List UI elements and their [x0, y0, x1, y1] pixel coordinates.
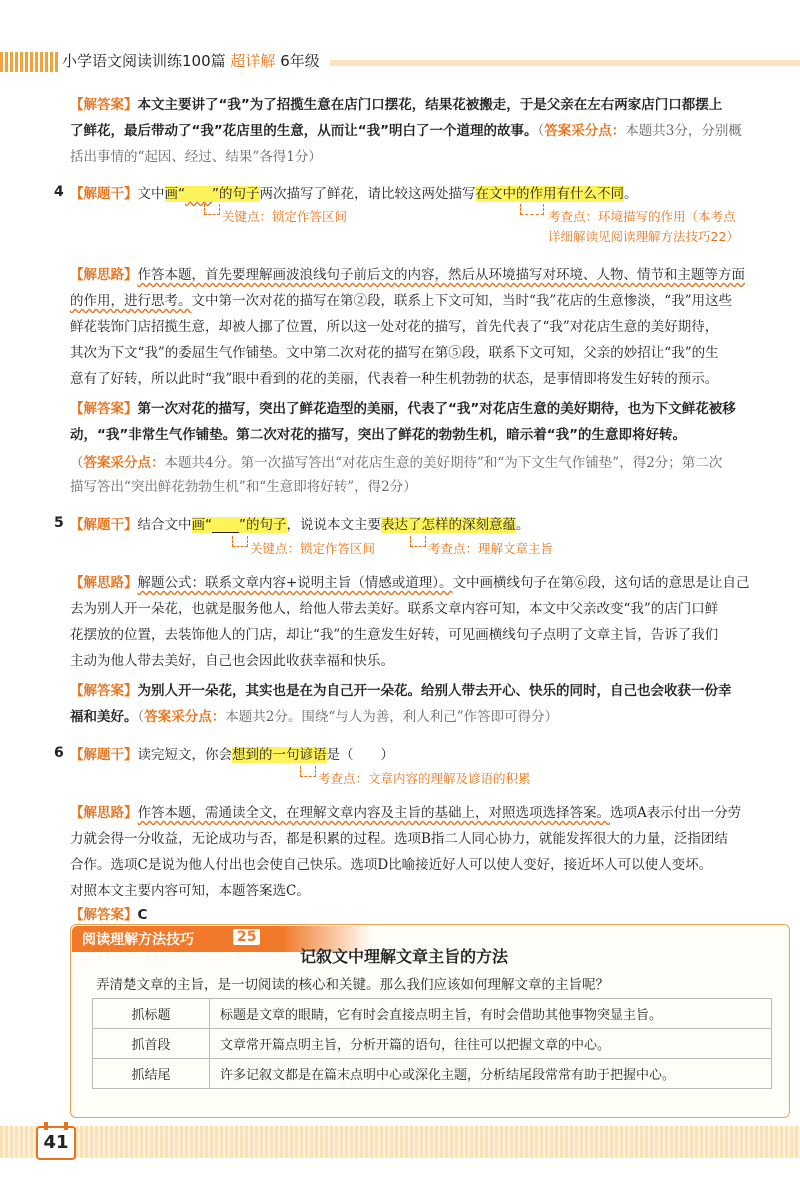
- tips-intro: 弄清楚文章的主旨，是一切阅读的核心和关键。那么我们应该如何理解文章的主旨呢？: [96, 977, 609, 993]
- header-stripes: [0, 52, 58, 72]
- tips-value: 许多记叙文都是在篇末点明中心或深化主题，分析结尾段常常有助于把握中心。: [210, 1059, 772, 1089]
- key-arrow-4: [204, 204, 220, 215]
- header-bar: [330, 60, 800, 66]
- exam-note-5: 考查点：理解文章主旨: [428, 541, 554, 556]
- table-row: [93, 999, 772, 1029]
- question-number-4: 4: [54, 184, 64, 200]
- tips-table: [92, 998, 772, 1089]
- tips-key: 抓标题: [93, 999, 210, 1029]
- question-tag: 【解题干】: [70, 186, 138, 202]
- question-6-stem: 【解题干】读完短文，你会想到的一句谚语是（ ）: [70, 747, 394, 763]
- top-score-text1: 本题共3分，分别概: [625, 123, 742, 139]
- key-note-4: 关键点：锁定作答区间: [222, 209, 348, 224]
- tips-key: 抓首段: [93, 1029, 210, 1059]
- q5-approach-line1: 【解思路】解题公式：联系文章内容+说明主旨（情感或道理）。文中画横线句子在第⑥段，这句话的意思是让自己: [70, 575, 750, 591]
- key-note-5: 关键点：锁定作答区间: [250, 541, 376, 556]
- top-answer-text1: 本文主要讲了“我”为了招揽生意在店门口摆花，结果花被搬走，于是父亲在左右两家店门口都摆上: [137, 97, 723, 113]
- tips-key: 抓结尾: [93, 1059, 210, 1089]
- question-number-5: 5: [54, 515, 64, 531]
- answer-tag: 【解答案】: [70, 97, 138, 113]
- question-4-stem: 【解题干】文中画“ ”的句子两次描写了鲜花，请比较这两处描写在文中的作用有什么不同。: [70, 186, 638, 202]
- q4-approach-line1: 【解思路】作答本题，首先要理解画波浪线句子前后文的内容，然后从环境描写对环境、人物、情节和主题等方面: [70, 267, 745, 283]
- top-answer-line2: 了鲜花，最后带动了“我”花店里的生意，从而让“我”明白了一个道理的故事。（答案采分点：本题共3分，分别概: [70, 123, 742, 139]
- q4-approach-line3: 鲜花装饰门店招揽生意，却被人挪了位置，所以这一处对花的描写，首先代表了“我”对花店生意的美好期待，: [70, 319, 719, 335]
- book-title-text: 小学语文阅读训练100篇: [62, 52, 226, 70]
- exam-arrow-4: [520, 204, 544, 215]
- page-number: 41: [36, 1126, 76, 1160]
- tips-label: 阅读理解方法技巧: [82, 932, 194, 948]
- top-score-line: 括出事情的“起因、经过、结果”各得1分）: [70, 149, 322, 165]
- q5-approach-line3: 花摆放的位置，去装饰他人的门店，却让“我”的生意发生好转，可见画横线句子点明了文章主旨，告诉了我们: [70, 627, 719, 643]
- exam-note-6: 考查点：文章内容的理解及谚语的积累: [318, 771, 531, 786]
- q4-score-line2: 描写答出“突出鲜花勃勃生机”和“生意即将好转”，得2分）: [70, 479, 417, 495]
- q4-approach-line5: 意有了好转，所以此时“我”眼中看到的花的美丽，代表着一种生机勃勃的状态，是事情即将发生好转的预示。: [70, 371, 719, 387]
- question-5-stem: 【解题干】结合文中画“ ”的句子，说说本文主要表达了怎样的深刻意蕴。: [70, 517, 530, 533]
- score-tag: 答案采分点: [544, 123, 612, 139]
- q6-approach-line2: 力就会得一分收益，无论成功与否，都是积累的过程。选项B指二人同心协力，就能发挥很大的力量，泛指团结: [70, 831, 728, 847]
- exam-note-4a: 考查点：环境描写的作用（本考点: [548, 209, 736, 224]
- tips-title: 记叙文中理解文章主旨的方法: [300, 947, 509, 966]
- table-row: [93, 1059, 772, 1089]
- q6-approach-line1: 【解思路】作答本题，需通读全文，在理解文章内容及主旨的基础上，对照选项选择答案。选项A表示付出一分劳: [70, 805, 742, 821]
- tips-number: 25: [232, 928, 261, 946]
- q5-approach-line4: 主动为他人带去美好，自己也会因此收获幸福和快乐。: [70, 653, 394, 669]
- key-arrow-5: [232, 536, 248, 547]
- q4-answer-line2: 动，“我”非常生气作铺垫。第二次对花的描写，突出了鲜花的勃勃生机，暗示着“我”的生意即将好转。: [70, 427, 686, 443]
- q5-answer-line1: 【解答案】为别人开一朵花，其实也是在为自己开一朵花。给别人带去开心、快乐的同时，自己也会收获一份幸: [70, 683, 732, 699]
- table-row: [93, 1029, 772, 1059]
- q5-approach-line2: 去为别人开一朵花，也就是服务他人，给他人带去美好。联系文章内容可知，本文中父亲改变“我”的店门口鲜: [70, 601, 719, 617]
- q6-answer: 【解答案】C: [70, 907, 148, 923]
- q4-score-line1: （答案采分点：本题共4分。第一次描写答出“对花店生意的美好期待”和“为下文生气作铺垫”，得2分；第二次: [70, 455, 723, 471]
- exam-arrow-5: [410, 536, 426, 547]
- approach-tag: 【解思路】: [70, 267, 138, 283]
- q4-approach-line2: 的作用，进行思考。文中第一次对花的描写在第②段，联系上下文可知，当时“我”花店的生意惨淡，“我”用这些: [70, 293, 733, 309]
- book-grade: 6年级: [280, 52, 320, 70]
- q4-answer-line1: 【解答案】第一次对花的描写，突出了鲜花造型的美丽，代表了“我”对花店生意的美好期待，也为下文鲜花被移: [70, 401, 736, 417]
- top-answer-text2: 了鲜花，最后带动了“我”花店里的生意，从而让“我”明白了一个道理的故事。: [70, 123, 538, 139]
- book-title-highlight: 超详解: [230, 52, 276, 70]
- q5-answer-line2: 福和美好。（答案采分点：本题共2分。围绕“与人为善，利人利己”作答即可得分）: [70, 709, 559, 725]
- top-answer-line1: [70, 92, 780, 118]
- q6-approach-line4: 对照本文主要内容可知，本题答案选C。: [70, 883, 310, 899]
- q4-approach-line4: 其次为下文“我”的委屈生气作铺垫。文中第二次对花的描写在第⑤段，联系下文可知，父亲的妙招让“我”的生: [70, 345, 719, 361]
- book-title: [62, 50, 320, 71]
- question-number-6: 6: [54, 745, 64, 761]
- exam-arrow-6: [300, 766, 316, 777]
- q6-approach-line3: 合作。选项C是说为他人付出也会使自己快乐。选项D比喻接近好人可以使人变好，接近坏人可以使人变坏。: [70, 857, 713, 873]
- tips-value: 标题是文章的眼睛，它有时会直接点明主旨，有时会借助其他事物突显主旨。: [210, 999, 772, 1029]
- exam-note-4b: 详细解读见阅读理解方法技巧22）: [548, 229, 739, 244]
- tips-value: 文章常开篇点明主旨，分析开篇的语句，往往可以把握文章的中心。: [210, 1029, 772, 1059]
- footer-bar: [0, 1126, 800, 1158]
